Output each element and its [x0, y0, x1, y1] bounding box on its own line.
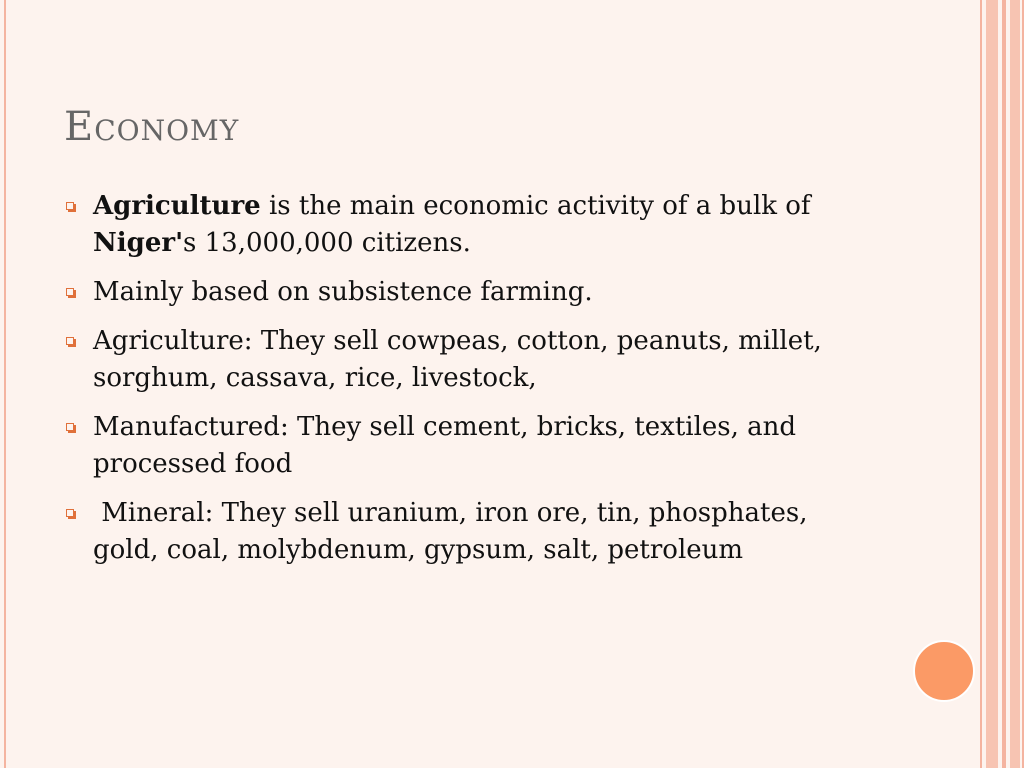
- list-item: [66, 274, 876, 311]
- stripe: [1002, 0, 1006, 768]
- left-border-line: [4, 0, 6, 768]
- square-bullet-icon: [66, 337, 74, 345]
- square-bullet-icon: [66, 423, 74, 431]
- square-bullet-icon: [66, 288, 74, 296]
- bullet-text: Manufactured: They sell cement, bricks, textiles, and processed food: [93, 412, 797, 479]
- stripe: [986, 0, 998, 768]
- bullet-text: Mineral: They sell uranium, iron ore, tin, phosphates, gold, coal, molybdenum, gypsum, salt, petroleum: [93, 498, 816, 565]
- bullet-text: s 13,000,000 citizens.: [183, 228, 471, 258]
- bullet-text: Mainly based on subsistence farming.: [93, 277, 593, 307]
- bullet-text: Agriculture: They sell cowpeas, cotton, peanuts, millet, sorghum, cassava, rice, livestock,: [93, 326, 822, 393]
- decorative-circle: [913, 640, 975, 702]
- stripe: [980, 0, 982, 768]
- bullet-text: is the main economic activity of a bulk of: [260, 191, 811, 221]
- stripe: [1010, 0, 1020, 768]
- title-rest: CONOMY: [94, 114, 240, 147]
- title-first-letter: E: [64, 104, 95, 150]
- list-item: [66, 188, 876, 262]
- right-decorative-stripes: [980, 0, 1024, 768]
- list-item: [66, 323, 876, 397]
- bold-term: Niger': [93, 228, 184, 258]
- bullet-list: [66, 188, 876, 581]
- square-bullet-icon: [66, 202, 74, 210]
- bold-term: Agriculture: [93, 191, 261, 221]
- slide-title: [64, 104, 239, 150]
- square-bullet-icon: [66, 509, 74, 517]
- list-item: [66, 495, 876, 569]
- list-item: [66, 409, 876, 483]
